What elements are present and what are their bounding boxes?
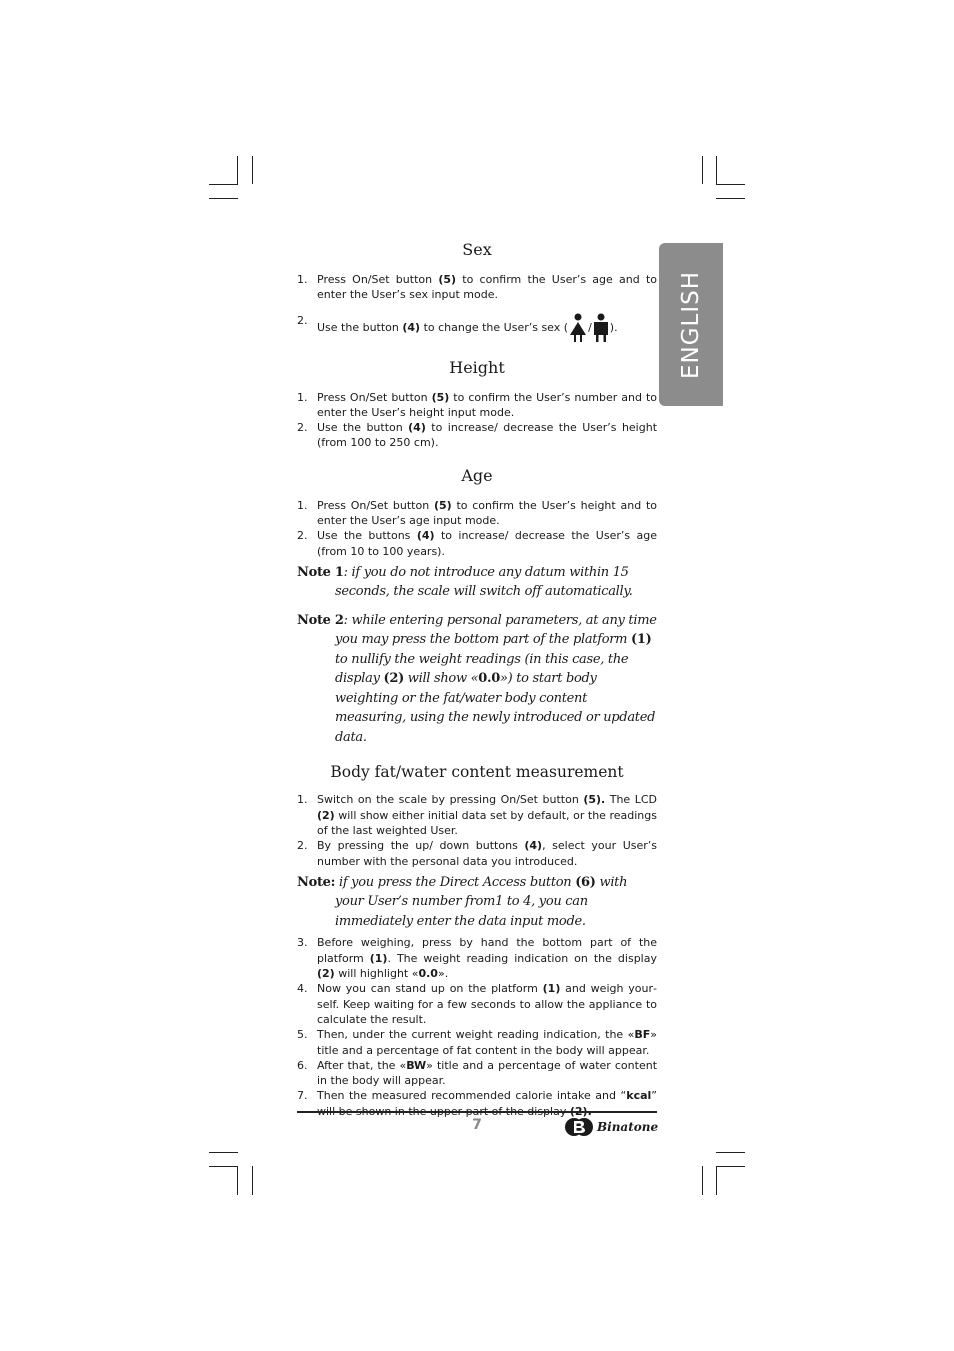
list-item: 6. After that, the «BW» title and a percentage of water content in the body will appear. (297, 1058, 658, 1088)
list-item: 1. Press On/Set button (5) to confirm the User’s height and to enter the User’s age input mode. (297, 498, 657, 528)
crop-mark (716, 1166, 717, 1195)
note-direct-access: Note: if you press the Direct Access button (6) with your User’s number from1 to 4, you can immediately enter the data input mode. (297, 874, 628, 929)
page-number: 7 (472, 1117, 482, 1133)
crop-mark (716, 184, 745, 185)
note-2: Note 2: while entering personal parameters, at any time you may press the bottom part of the platform (1) to nullify the weight readings (in this case, the display (2) will show «0.0») to start body weighting or the fat/water body content measuring, using the newly introduced or updated data. (297, 612, 657, 745)
section-body-fat (297, 763, 657, 1119)
footer-rule (297, 1111, 657, 1113)
crop-mark (209, 198, 238, 199)
male-icon (592, 313, 610, 343)
binatone-logo-icon (565, 1115, 595, 1139)
list-item: 2. By pressing the up/ down buttons (4), select your User’s number with the personal data you introduced. (297, 839, 658, 868)
list-item: 1. Switch on the scale by pressing On/Set button (5). The LCD (2) will show either initial data set by default, or the readings of the last weighted User. (297, 793, 657, 838)
list-item: 5. Then, under the current weight reading indication, the «BF» title and a percentage of fat content in the body will appear. (297, 1028, 657, 1057)
list-item: 7. Then the measured recommended calorie intake and “kcal” (297, 1089, 657, 1103)
section-title-height: Height (449, 357, 505, 377)
list-item: 1. Press On/Set button (5) to confirm the User’s number and to enter the User’s height input mode. (297, 390, 657, 419)
list-item: 1. Press On/Set button (5) to confirm the User’s age and to enter the User’s sex input mode. (297, 273, 657, 302)
section-height (297, 358, 657, 451)
crop-mark (209, 1166, 238, 1167)
language-tab-label: ENGLISH (678, 270, 704, 379)
section-title-body-fat: Body fat/water content measurement (330, 763, 624, 782)
list-item: 2. Use the button (4) to increase/ decrease the User’s height (from 100 to 250 cm). (297, 421, 658, 450)
section-age (297, 466, 657, 748)
brand-name: Binatone (597, 1120, 659, 1134)
female-icon (568, 313, 588, 343)
section-title-sex: Sex (462, 240, 492, 259)
crop-mark (716, 198, 745, 199)
crop-mark (252, 1166, 253, 1195)
section-sex (297, 240, 657, 343)
note-1: Note 1: if you do not introduce any datum within 15 seconds, the scale will switch off automatically. (297, 564, 633, 600)
list-item: 2. Use the buttons (4) to increase/ decrease the User’s age (from 10 to 100 years). (297, 529, 657, 558)
brand-logo (565, 1115, 658, 1139)
crop-mark (209, 184, 238, 185)
section-title-age: Age (461, 465, 493, 485)
crop-mark (702, 156, 703, 184)
crop-mark (252, 156, 253, 184)
crop-mark (702, 1166, 703, 1195)
crop-mark (716, 156, 717, 184)
crop-mark (237, 1166, 238, 1195)
crop-mark (716, 1166, 745, 1167)
crop-mark (209, 1152, 238, 1153)
list-item: 2. Use the button (4) to change the User’s sex ( / ). (297, 313, 657, 343)
list-item: 3. Before weighing, press by hand the bottom part of the platform (1). The weight reading indication on the display (2) will highlight «0.0». (297, 936, 657, 981)
page-content (297, 240, 657, 1119)
crop-mark (716, 1152, 745, 1153)
list-item: 4. Now you can stand up on the platform (1) and weigh yourself. Keep waiting for a few seconds to allow the appliance to calculate the result. (297, 982, 657, 1026)
crop-mark (237, 156, 238, 184)
language-tab (659, 243, 723, 406)
